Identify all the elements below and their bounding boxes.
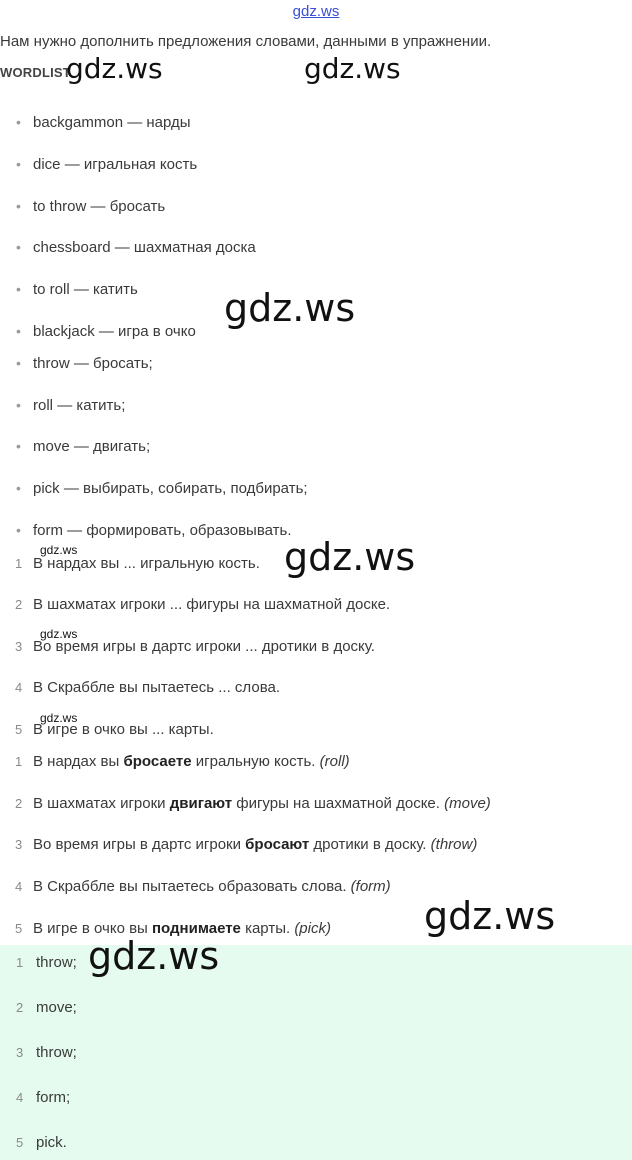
item-number: 5: [15, 921, 23, 936]
wordlist-dash: —: [98, 323, 114, 340]
answer-word: throw;: [36, 1044, 77, 1061]
sentence-text: карты.: [240, 920, 295, 937]
wordlist-translation: бросать;: [93, 355, 153, 372]
watermark: gdz.ws: [304, 52, 401, 85]
wordlist-item: [33, 522, 292, 539]
bullet-icon: •: [16, 438, 21, 454]
filled-sentence: [33, 795, 491, 812]
sentence-text: В Скраббле вы пытаетесь образовать слова.: [33, 878, 351, 895]
hint-word: (roll): [319, 753, 350, 770]
wordlist-item: [33, 281, 138, 298]
wordlist-term: backgammon: [33, 114, 124, 131]
item-number: 1: [15, 754, 23, 769]
wordlist-item: [33, 198, 165, 215]
wordlist-translation: игральная кость: [83, 156, 198, 173]
watermark: gdz.ws: [424, 894, 556, 938]
intro-text: Нам нужно дополнить предложения словами, данными в упражнении.: [0, 33, 492, 50]
wordlist-dash: —: [64, 156, 80, 173]
bullet-icon: •: [16, 480, 21, 496]
answer-word: двигают: [169, 795, 233, 812]
wordlist-term: chessboard: [33, 239, 111, 256]
bullet-icon: •: [16, 281, 21, 297]
watermark: gdz.ws: [40, 627, 78, 641]
wordlist-translation: двигать;: [93, 438, 151, 455]
wordlist-dash: —: [67, 522, 83, 539]
wordlist-heading: WORDLIST: [0, 65, 71, 80]
wordlist-dash: —: [90, 198, 106, 215]
wordlist-translation: выбирать, собирать, подбирать;: [83, 480, 308, 497]
gap-sentence: В игре в очко вы ... карты.: [33, 721, 214, 738]
item-number: 1: [15, 556, 23, 571]
hint-word: (throw): [430, 836, 478, 853]
bullet-icon: •: [16, 114, 21, 130]
answer-word: pick.: [36, 1134, 67, 1151]
wordlist-term: throw: [33, 355, 70, 372]
item-number: 3: [15, 837, 23, 852]
answer-word: move;: [36, 999, 77, 1016]
wordlist-dash: —: [73, 281, 89, 298]
bullet-icon: •: [16, 156, 21, 172]
wordlist-item: [33, 114, 191, 131]
answer-number: 1: [16, 955, 24, 970]
bullet-icon: •: [16, 323, 21, 339]
wordlist-translation: бросать: [109, 198, 166, 215]
sentence-text: В игре в очко вы: [33, 920, 152, 937]
answer-word: form;: [36, 1089, 71, 1106]
wordlist-dash: —: [73, 355, 89, 372]
answer-number: 2: [16, 1000, 24, 1015]
wordlist-term: dice: [33, 156, 61, 173]
wordlist-translation: катить: [93, 281, 138, 298]
filled-sentence: [33, 878, 391, 895]
sentence-text: дротики в доску.: [309, 836, 431, 853]
sentence-text: Во время игры в дартс игроки: [33, 836, 246, 853]
watermark: gdz.ws: [66, 52, 163, 85]
sentence-text: фигуры на шахматной доске.: [232, 795, 445, 812]
wordlist-term: roll: [33, 397, 54, 414]
sentence-text: В шахматах игроки: [33, 795, 170, 812]
site-link[interactable]: gdz.ws: [292, 3, 340, 20]
wordlist-dash: —: [114, 239, 130, 256]
filled-sentence: [33, 836, 477, 853]
wordlist-term: form: [33, 522, 63, 539]
filled-sentence: [33, 753, 350, 770]
wordlist-dash: —: [127, 114, 143, 131]
answer-number: 3: [16, 1045, 24, 1060]
gap-sentence: В Скраббле вы пытаетесь ... слова.: [33, 679, 281, 696]
wordlist-translation: шахматная доска: [133, 239, 256, 256]
wordlist-term: to throw: [33, 198, 87, 215]
bullet-icon: •: [16, 198, 21, 214]
wordlist-dash: —: [73, 438, 89, 455]
hint-word: (move): [444, 795, 491, 812]
watermark: gdz.ws: [40, 711, 78, 725]
wordlist-item: [33, 355, 153, 372]
watermark: gdz.ws: [88, 934, 220, 978]
wordlist-term: blackjack: [33, 323, 95, 340]
wordlist-item: [33, 397, 125, 414]
wordlist-item: [33, 438, 150, 455]
bullet-icon: •: [16, 355, 21, 371]
wordlist-item: [33, 323, 196, 340]
wordlist-translation: катить;: [76, 397, 126, 414]
answer-word: бросают: [245, 836, 310, 853]
wordlist-item: [33, 239, 256, 256]
bullet-icon: •: [16, 522, 21, 538]
answer-word: поднимаете: [152, 920, 241, 937]
wordlist-term: move: [33, 438, 70, 455]
bullet-icon: •: [16, 397, 21, 413]
gap-sentence: В нардах вы ... игральную кость.: [33, 555, 260, 572]
wordlist-translation: игра в очко: [118, 323, 196, 340]
answer-number: 4: [16, 1090, 24, 1105]
wordlist-term: to roll: [33, 281, 70, 298]
item-number: 3: [15, 639, 23, 654]
watermark: gdz.ws: [284, 535, 416, 579]
item-number: 5: [15, 722, 23, 737]
answer-number: 5: [16, 1135, 24, 1150]
sentence-text: игральную кость.: [191, 753, 320, 770]
wordlist-translation: нарды: [146, 114, 191, 131]
answer-word: throw;: [36, 954, 77, 971]
wordlist-dash: —: [63, 480, 79, 497]
gap-sentence: В шахматах игроки ... фигуры на шахматной доске.: [33, 596, 391, 613]
bullet-icon: •: [16, 239, 21, 255]
item-number: 2: [15, 796, 23, 811]
watermark: gdz.ws: [40, 543, 78, 557]
watermark: gdz.ws: [224, 286, 356, 330]
hint-word: (form): [350, 878, 391, 895]
item-number: 4: [15, 680, 23, 695]
wordlist-item: [33, 156, 197, 173]
gap-sentence: Во время игры в дартс игроки ... дротики в доску.: [33, 638, 375, 655]
item-number: 4: [15, 879, 23, 894]
wordlist-dash: —: [57, 397, 73, 414]
wordlist-translation: формировать, образовывать.: [86, 522, 292, 539]
answer-word: бросаете: [123, 753, 192, 770]
wordlist-term: pick: [33, 480, 60, 497]
wordlist-item: [33, 480, 308, 497]
hint-word: (pick): [294, 920, 331, 937]
item-number: 2: [15, 597, 23, 612]
sentence-text: В нардах вы: [33, 753, 124, 770]
